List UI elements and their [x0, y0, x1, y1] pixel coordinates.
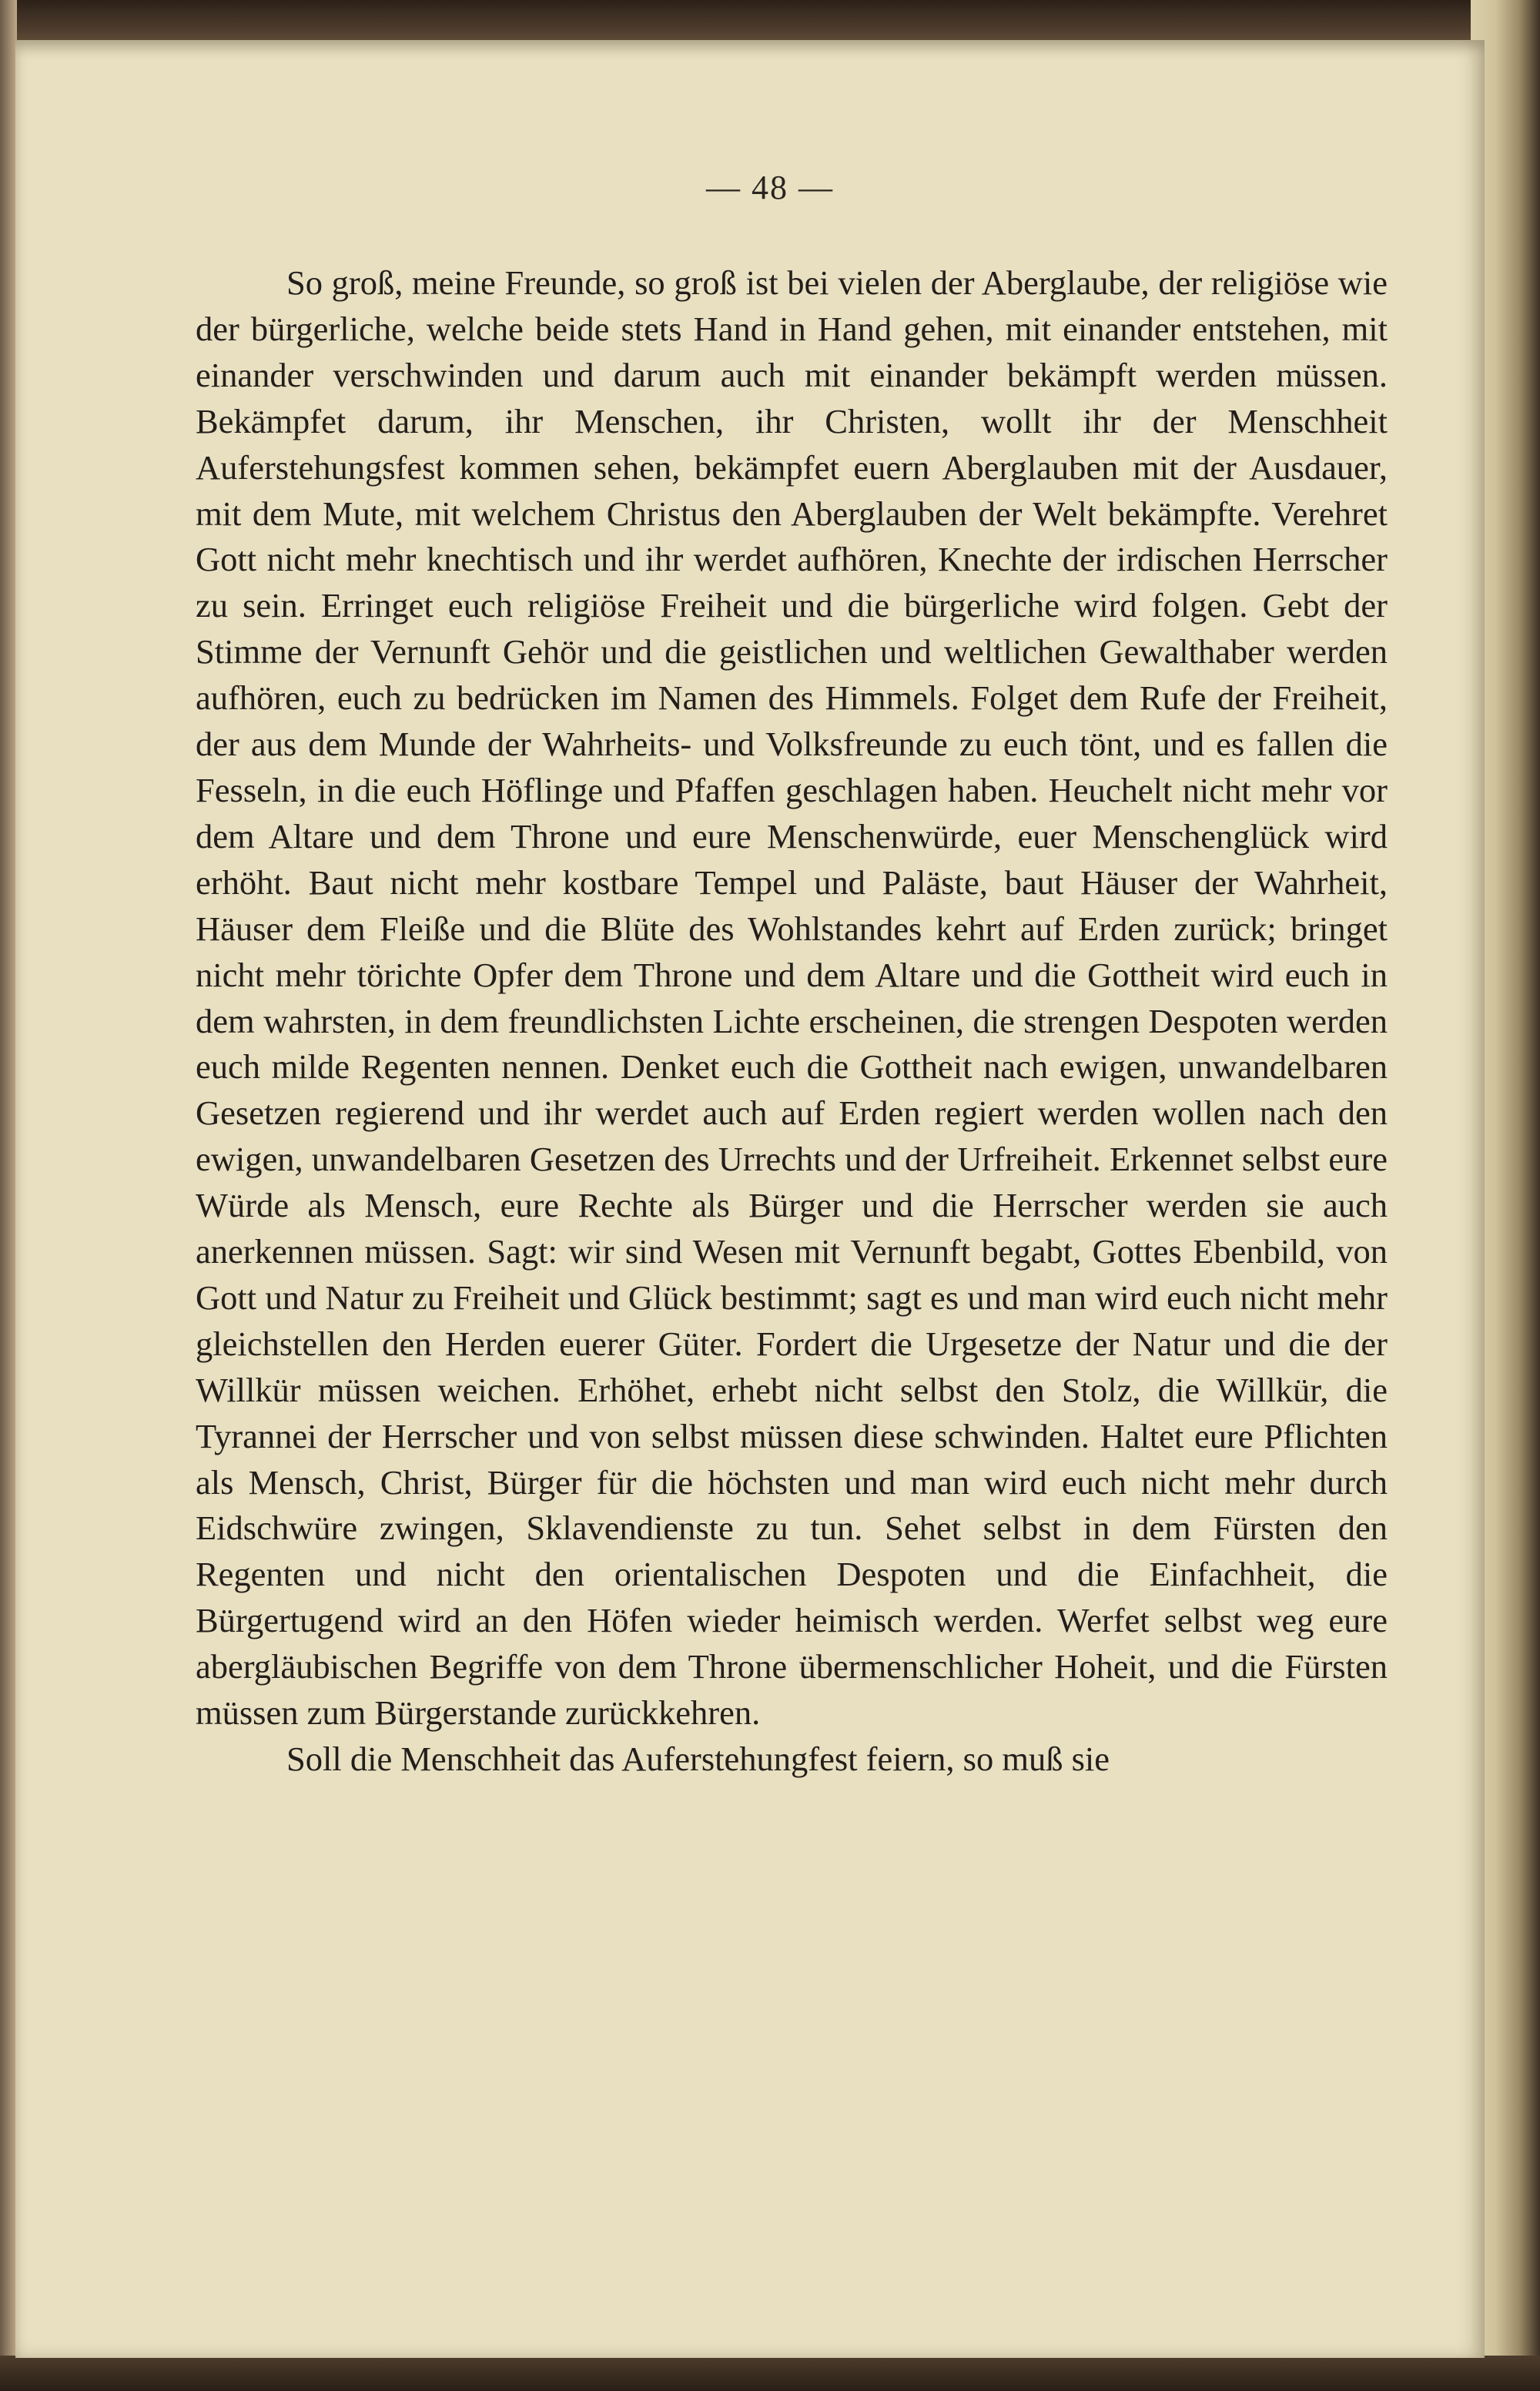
paragraph-1: So groß, meine Freunde, so groß ist bei vielen der Aberglaube, der religiöse wie der bürgerliche, welche beide stets Hand in Hand gehen, mit einander entstehen, mit einander verschwinden und darum auch mit einander bekämpft werden müssen. Bekämpfet darum, ihr Menschen, ihr Christen, wollt ihr der Menschheit Auferstehungsfest kommen sehen, bekämpfet euern Aberglauben mit der Ausdauer, mit dem Mute, mit welchem Christus den Aberglauben der Welt bekämpfte. Verehret Gott nicht mehr knechtisch und ihr werdet aufhören, Knechte der irdischen Herrscher zu sein. Erringet euch religiöse Freiheit und die bürgerliche wird folgen. Gebt der Stimme der Vernunft Gehör und die geistlichen und weltlichen Gewalthaber werden aufhören, euch zu bedrücken im Namen des Himmels. Folget dem Rufe der Freiheit, der aus dem Munde der Wahrheits- und Volksfreunde zu euch tönt, und es fallen die Fesseln, in die euch Höflinge und Pfaffen geschlagen haben. Heuchelt nicht mehr vor dem Altare und dem Throne und eure Menschenwürde, euer Menschenglück wird erhöht. Baut nicht mehr kostbare Tempel und Paläste, baut Häuser der Wahrheit, Häuser dem Fleiße und die Blüte des Wohlstandes kehrt auf Erden zurück; bringet nicht mehr törichte Opfer dem Throne und dem Altare und die Gottheit wird euch in dem wahrsten, in dem freundlichsten Lichte erscheinen, die strengen Despoten werden euch milde Regenten nennen. Denket euch die Gottheit nach ewigen, unwandelbaren Gesetzen regierend und ihr werdet auch auf Erden regiert werden wollen nach den ewigen, unwandelbaren Gesetzen des Urrechts und der Urfreiheit. Erkennet selbst eure Würde als Mensch, eure Rechte als Bürger und die Herrscher werden sie auch anerkennen müssen. Sagt: wir sind Wesen mit Vernunft begabt, Gottes Ebenbild, von Gott und Natur zu Freiheit und Glück bestimmt; sagt es und man wird euch nicht mehr gleichstellen den Herden euerer Güter. Fordert die Urgesetze der Natur und die der Willkür müssen weichen. Erhöhet, erhebt nicht selbst den Stolz, die Willkür, die Tyrannei der Herrscher und von selbst müssen diese schwinden. Haltet eure Pflichten als Mensch, Christ, Bürger für die höchsten und man wird euch nicht mehr durch Eidschwüre zwingen, Sklavendienste zu tun. Sehet selbst in dem Fürsten den Regenten und nicht den orientalischen Despoten und die Einfachheit, die Bürgertugend wird an den Höfen wieder heimisch werden. Werfet selbst weg eure abergläubischen Begriffe von dem Throne übermenschlicher Hoheit, und die Fürsten müssen zum Bürgerstande zurückkehren. [196, 263, 1388, 1733]
paragraph-2: Soll die Menschheit das Auferstehungfest feiern, so muß sie [286, 1740, 1110, 1778]
body-text [196, 260, 1388, 1783]
page-number: — 48 — [706, 169, 834, 206]
book-edge-bottom [0, 2356, 1540, 2391]
book-edge-left [0, 0, 17, 2391]
